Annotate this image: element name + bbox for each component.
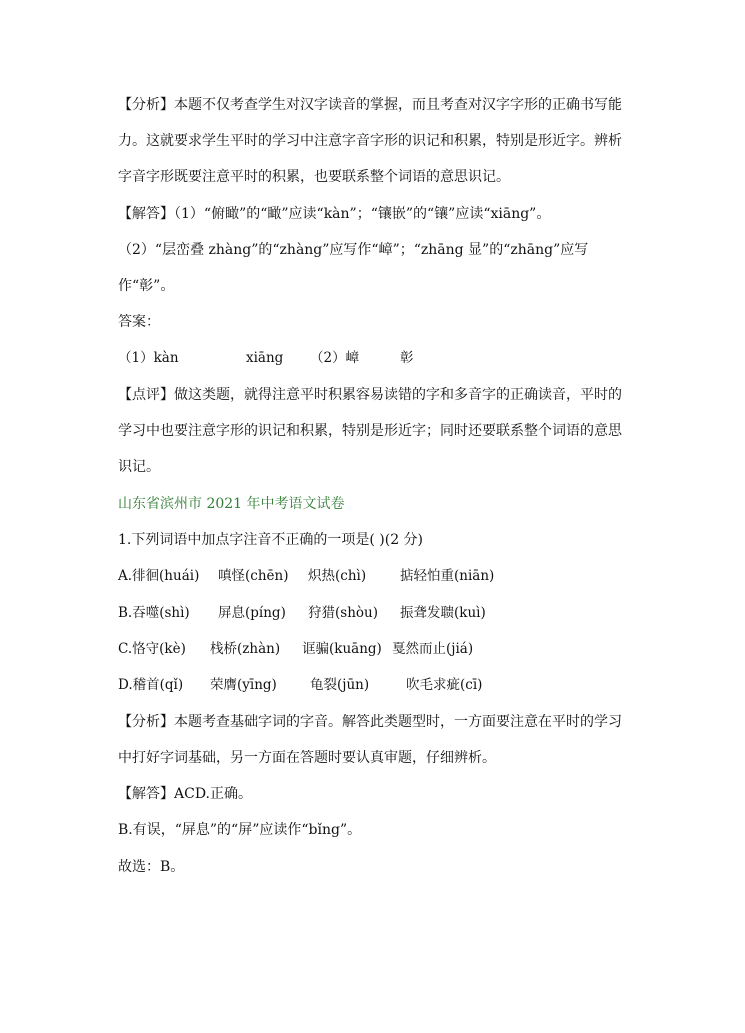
option-c-2: 栈桥(zhàn): [210, 641, 281, 657]
option-c-1: C.恪守(kè): [118, 641, 186, 657]
analysis2-line-1: 【分析】本题考查基础字词的字音。解答此类题型时，一方面要注意在平时的学习: [118, 714, 622, 730]
answer-line-2: （2）“层峦叠 zhàng”的“zhàng”应写作“嶂”；“zhāng 显”的“zhāng”应写: [118, 242, 589, 258]
answer-line-1: 【解答】（1）“俯瞰”的“瞰”应读“kàn”；“镶嵌”的“镶”应读“xiāng”。: [118, 206, 551, 222]
comment-line-1: 【点评】做这类题，就得注意平时积累容易读错的字和多音字的正确读音，平时的: [118, 387, 622, 403]
option-b-1: B.吞噬(shì): [118, 605, 190, 621]
answer-value-3: （2）嶂: [310, 350, 360, 366]
option-d-4: 吹毛求疵(cī): [406, 677, 483, 693]
comment-line-3: 识记。: [118, 459, 160, 475]
answer-value-1: （1）kàn: [118, 350, 179, 366]
analysis-line-3: 字音字形既要注意平时的积累，也要联系整个词语的意思识记。: [118, 169, 510, 185]
option-d-2: 荣膺(yīng): [210, 677, 277, 693]
analysis-line-1: 【分析】本题不仅考查学生对汉字读音的掌握，而且考查对汉字字形的正确书写能: [118, 97, 622, 113]
analysis2-line-2: 中打好字词基础，另一方面在答题时要认真审题，仔细辨析。: [118, 750, 496, 766]
option-a-1: A.徘徊(huái): [118, 568, 200, 584]
answer-value-2: xiāng: [246, 350, 284, 366]
option-d-1: D.稽首(qǐ): [118, 677, 184, 693]
final-answer: 故选：B。: [118, 859, 185, 875]
answer-line-3: 作“彰”。: [118, 278, 175, 294]
question-text: 1.下列词语中加点字注音不正确的一项是( )(2 分): [118, 532, 424, 548]
option-b-2: 屏息(píng): [218, 605, 286, 621]
option-b-3: 狩猎(shòu): [308, 605, 378, 621]
option-c-4: 戛然而止(jiá): [392, 641, 474, 657]
answer-value-4: 彰: [400, 350, 414, 366]
option-a-4: 掂轻怕重(niān): [400, 568, 495, 584]
section-title: 山东省滨州市 2021 年中考语文试卷: [118, 496, 345, 512]
option-c-3: 诓骗(kuāng): [302, 641, 382, 657]
answer-label: 答案：: [118, 314, 160, 330]
option-a-3: 炽热(chì): [308, 568, 367, 584]
analysis-line-2: 力。这就要求学生平时的学习中注意字音字形的识记和积累，特别是形近字。辨析: [118, 133, 622, 149]
answer2-text: 【解答】ACD.正确。: [118, 786, 252, 802]
option-d-3: 龟裂(jūn): [310, 677, 370, 693]
option-b-4: 振聋发聩(kuì): [400, 605, 486, 621]
comment-line-2: 学习中也要注意字形的识记和积累，特别是形近字；同时还要联系整个词语的意思: [118, 423, 622, 439]
option-a-2: 嗔怪(chēn): [218, 568, 289, 584]
explain2-text: B.有误，“屏息”的“屏”应读作“bǐng”。: [118, 822, 362, 838]
